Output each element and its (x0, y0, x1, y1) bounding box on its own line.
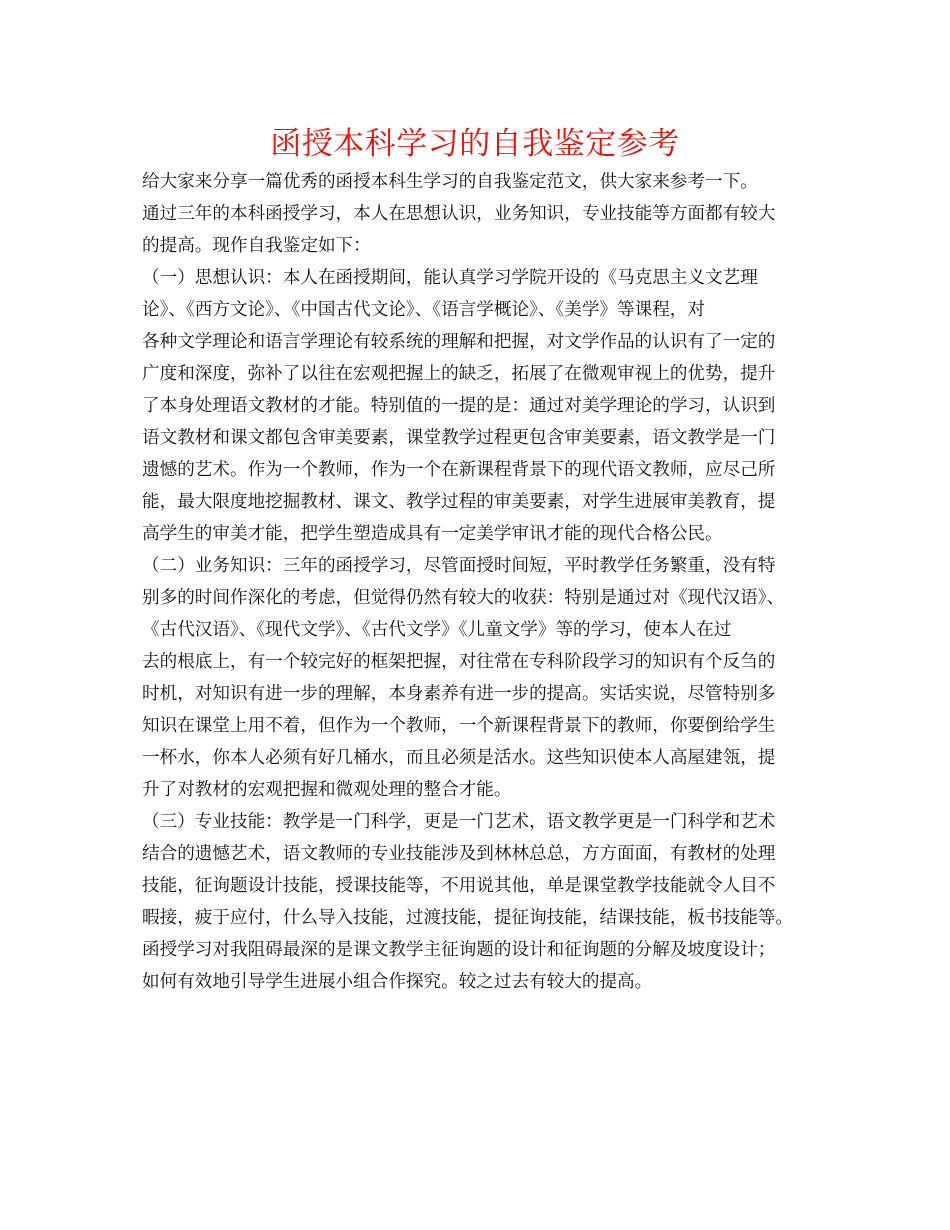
section-thought-line: 高学生的审美才能，把学生塑造成具有一定美学审讯才能的现代合格公民。 (142, 524, 723, 544)
section-skills-line: （三）专业技能：教学是一门科学，更是一门艺术，语文教学更是一门科学和艺术 (142, 812, 776, 832)
section-thought-line: 论》、《西方文论》、《中国古代文论》、《语言学概论》、《美学》等课程，对 (142, 300, 705, 320)
section-business-line: 去的根底上，有一个较完好的框架把握，对往常在专科阶段学习的知识有个反刍的 (142, 652, 776, 672)
section-skills-line: 技能，征询题设计技能，授课技能等，不用说其他，单是课堂教学技能就令人目不 (142, 876, 776, 896)
section-skills-line: 函授学习对我阻碍最深的是课文教学主征询题的设计和征询题的分解及坡度设计； (142, 940, 776, 960)
section-thought-line: （一）思想认识：本人在函授期间，能认真学习学院开设的《马克思主义文艺理 (142, 268, 758, 288)
document-body (142, 166, 812, 998)
intro-line: 给大家来分享一篇优秀的函授本科生学习的自我鉴定范文，供大家来参考一下。 (142, 172, 758, 192)
section-skills-line: 暇接，疲于应付，什么导入技能，过渡技能，提征询技能，结课技能，板书技能等。 (142, 908, 793, 928)
section-business-line: （二）业务知识：三年的函授学习，尽管面授时间短，平时教学任务繁重，没有特 (142, 556, 776, 576)
summary-line: 通过三年的本科函授学习，本人在思想认识，业务知识，专业技能等方面都有较大 (142, 204, 776, 224)
section-business-line: 一杯水，你本人必须有好几桶水，而且必须是活水。这些知识使本人高屋建瓴，提 (142, 748, 776, 768)
summary-line: 的提高。现作自我鉴定如下： (142, 236, 371, 256)
section-thought-line: 语文教材和课文都包含审美要素，课堂教学过程更包含审美要素，语文教学是一门 (142, 428, 776, 448)
section-business-line: 别多的时间作深化的考虑，但觉得仍然有较大的收获：特别是通过对《现代汉语》、 (142, 588, 785, 608)
section-thought-line: 各种文学理论和语言学理论有较系统的理解和把握，对文学作品的认识有了一定的 (142, 332, 776, 352)
section-thought-line: 能，最大限度地挖掘教材、课文、教学过程的审美要素，对学生进展审美教育，提 (142, 492, 776, 512)
section-business-line: 升了对教材的宏观把握和微观处理的整合才能。 (142, 780, 512, 800)
document-title: 函授本科学习的自我鉴定参考 (270, 126, 680, 162)
section-business-line: 时机，对知识有进一步的理解，本身素养有进一步的提高。实话实说，尽管特别多 (142, 684, 776, 704)
section-skills-line: 结合的遗憾艺术，语文教师的专业技能涉及到林林总总，方方面面，有教材的处理 (142, 844, 776, 864)
section-thought-line: 遗憾的艺术。作为一个教师，作为一个在新课程背景下的现代语文教师，应尽己所 (142, 460, 776, 480)
section-thought-line: 了本身处理语文教材的才能。特别值的一提的是：通过对美学理论的学习，认识到 (142, 396, 776, 416)
section-skills-line: 如何有效地引导学生进展小组合作探究。较之过去有较大的提高。 (142, 972, 653, 992)
section-business-line: 《古代汉语》、《现代文学》、《古代文学》《儿童文学》等的学习，使本人在过 (142, 620, 732, 640)
section-business-line: 知识在课堂上用不着，但作为一个教师，一个新课程背景下的教师，你要倒给学生 (142, 716, 776, 736)
section-thought-line: 广度和深度，弥补了以往在宏观把握上的缺乏，拓展了在微观审视上的优势，提升 (142, 364, 776, 384)
